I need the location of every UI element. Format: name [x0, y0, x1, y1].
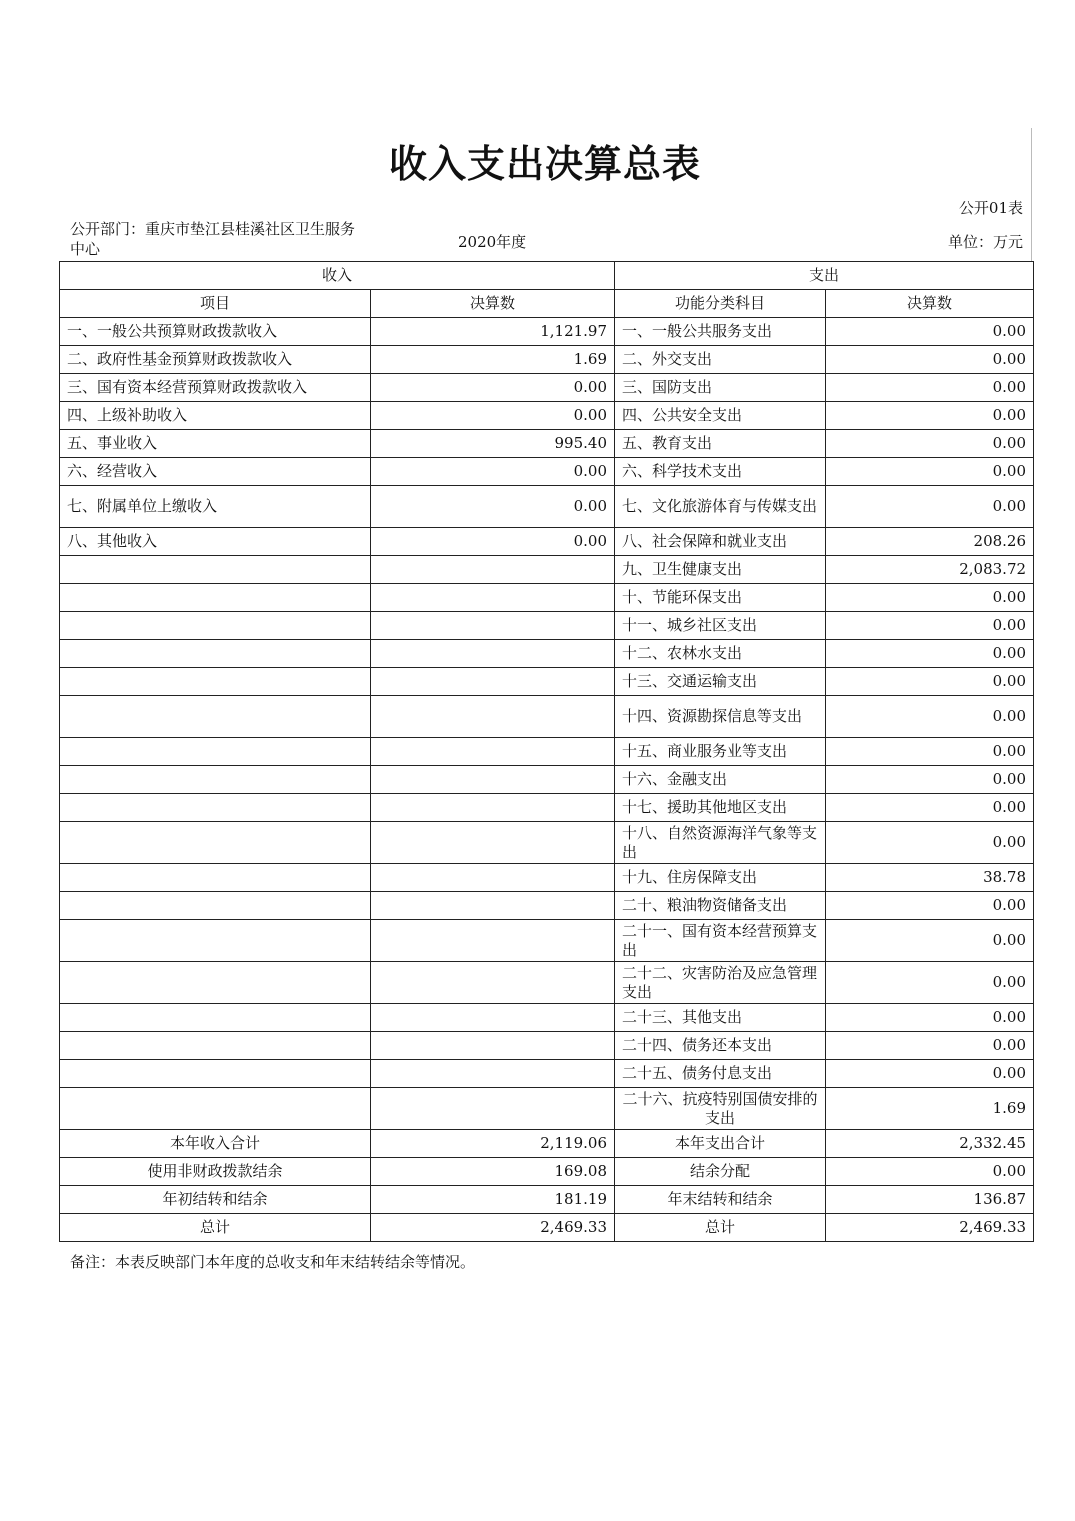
income-item-cell: 三、国有资本经营预算财政拨款收入 — [60, 374, 371, 402]
expense-amount-cell: 0.00 — [826, 794, 1034, 822]
table-row — [60, 822, 1034, 864]
section-header-row — [60, 262, 1034, 290]
expense-amount-cell: 0.00 — [826, 318, 1034, 346]
item-column-header: 项目 — [60, 290, 371, 318]
income-expense-table — [59, 261, 1034, 1242]
income-amount-cell — [371, 1004, 615, 1032]
income-amount-cell: 0.00 — [371, 402, 615, 430]
expense-item-cell: 十八、自然资源海洋气象等支出 — [615, 822, 826, 864]
expense-item-cell: 四、公共安全支出 — [615, 402, 826, 430]
income-amount-cell: 995.40 — [371, 430, 615, 458]
table-row — [60, 794, 1034, 822]
summary-expense-amount: 136.87 — [826, 1186, 1034, 1214]
income-item-cell — [60, 584, 371, 612]
expense-amount-column-header: 决算数 — [826, 290, 1034, 318]
expense-item-cell: 二十四、债务还本支出 — [615, 1032, 826, 1060]
expense-item-cell: 七、文化旅游体育与传媒支出 — [615, 486, 826, 528]
expense-amount-cell: 0.00 — [826, 892, 1034, 920]
income-amount-cell — [371, 1088, 615, 1130]
income-amount-cell — [371, 584, 615, 612]
income-item-cell — [60, 696, 371, 738]
expense-amount-cell: 0.00 — [826, 486, 1034, 528]
income-item-cell — [60, 962, 371, 1004]
expense-amount-cell: 0.00 — [826, 640, 1034, 668]
expense-amount-cell: 0.00 — [826, 962, 1034, 1004]
table-row — [60, 962, 1034, 1004]
income-item-cell: 二、政府性基金预算财政拨款收入 — [60, 346, 371, 374]
column-header-row — [60, 290, 1034, 318]
expense-item-cell: 十一、城乡社区支出 — [615, 612, 826, 640]
income-item-cell — [60, 864, 371, 892]
summary-expense-label: 总计 — [615, 1214, 826, 1242]
summary-income-amount: 2,469.33 — [371, 1214, 615, 1242]
table-row — [60, 556, 1034, 584]
table-row — [60, 1060, 1034, 1088]
expense-item-cell: 五、教育支出 — [615, 430, 826, 458]
table-row — [60, 318, 1034, 346]
expense-item-cell: 六、科学技术支出 — [615, 458, 826, 486]
income-amount-cell — [371, 962, 615, 1004]
income-amount-cell — [371, 640, 615, 668]
table-row — [60, 864, 1034, 892]
summary-expense-label: 本年支出合计 — [615, 1130, 826, 1158]
table-row — [60, 696, 1034, 738]
income-amount-cell — [371, 1032, 615, 1060]
table-row — [60, 1032, 1034, 1060]
table-row — [60, 402, 1034, 430]
income-amount-cell — [371, 696, 615, 738]
table-row — [60, 738, 1034, 766]
income-amount-cell — [371, 612, 615, 640]
expense-item-cell: 二十三、其他支出 — [615, 1004, 826, 1032]
expense-amount-cell: 0.00 — [826, 584, 1034, 612]
expense-item-cell: 十九、住房保障支出 — [615, 864, 826, 892]
income-item-cell — [60, 822, 371, 864]
income-item-cell — [60, 1004, 371, 1032]
expense-amount-cell: 0.00 — [826, 430, 1034, 458]
summary-expense-amount: 2,469.33 — [826, 1214, 1034, 1242]
summary-income-label: 年初结转和结余 — [60, 1186, 371, 1214]
expense-amount-cell: 0.00 — [826, 374, 1034, 402]
expense-item-cell: 二、外交支出 — [615, 346, 826, 374]
income-section-header: 收入 — [60, 262, 615, 290]
expense-item-cell: 十二、农林水支出 — [615, 640, 826, 668]
summary-income-label: 本年收入合计 — [60, 1130, 371, 1158]
summary-expense-label: 年末结转和结余 — [615, 1186, 826, 1214]
expense-item-cell: 二十五、债务付息支出 — [615, 1060, 826, 1088]
expense-amount-cell: 0.00 — [826, 668, 1034, 696]
table-row — [60, 458, 1034, 486]
summary-row — [60, 1158, 1034, 1186]
income-amount-cell: 1.69 — [371, 346, 615, 374]
table-row — [60, 668, 1034, 696]
expense-item-cell: 二十六、抗疫特别国债安排的支出 — [615, 1088, 826, 1130]
expense-item-cell: 十、节能环保支出 — [615, 584, 826, 612]
expense-amount-cell: 0.00 — [826, 766, 1034, 794]
income-amount-cell — [371, 892, 615, 920]
summary-income-amount: 169.08 — [371, 1158, 615, 1186]
table-row — [60, 766, 1034, 794]
income-amount-cell — [371, 766, 615, 794]
income-amount-cell — [371, 822, 615, 864]
income-item-cell — [60, 892, 371, 920]
function-column-header: 功能分类科目 — [615, 290, 826, 318]
expense-item-cell: 二十、粮油物资储备支出 — [615, 892, 826, 920]
table-row — [60, 892, 1034, 920]
expense-amount-cell: 0.00 — [826, 696, 1034, 738]
income-item-cell — [60, 766, 371, 794]
income-item-cell: 一、一般公共预算财政拨款收入 — [60, 318, 371, 346]
summary-income-amount: 181.19 — [371, 1186, 615, 1214]
income-amount-cell: 0.00 — [371, 486, 615, 528]
income-amount-cell — [371, 864, 615, 892]
expense-amount-cell: 0.00 — [826, 402, 1034, 430]
summary-row — [60, 1130, 1034, 1158]
expense-amount-cell: 0.00 — [826, 920, 1034, 962]
expense-item-cell: 八、社会保障和就业支出 — [615, 528, 826, 556]
income-item-cell — [60, 640, 371, 668]
expense-amount-cell: 0.00 — [826, 1004, 1034, 1032]
income-item-cell — [60, 668, 371, 696]
expense-amount-cell: 0.00 — [826, 1032, 1034, 1060]
table-row — [60, 374, 1034, 402]
income-amount-cell — [371, 668, 615, 696]
fiscal-year: 2020年度 — [458, 233, 527, 251]
expense-item-cell: 十三、交通运输支出 — [615, 668, 826, 696]
expense-amount-cell: 0.00 — [826, 1060, 1034, 1088]
summary-income-amount: 2,119.06 — [371, 1130, 615, 1158]
expense-amount-cell: 1.69 — [826, 1088, 1034, 1130]
income-item-cell: 七、附属单位上缴收入 — [60, 486, 371, 528]
expense-amount-cell: 0.00 — [826, 346, 1034, 374]
table-row — [60, 1088, 1034, 1130]
expense-item-cell: 九、卫生健康支出 — [615, 556, 826, 584]
income-item-cell — [60, 920, 371, 962]
expense-item-cell: 十七、援助其他地区支出 — [615, 794, 826, 822]
expense-item-cell: 十六、金融支出 — [615, 766, 826, 794]
summary-income-label: 使用非财政拨款结余 — [60, 1158, 371, 1186]
expense-amount-cell: 2,083.72 — [826, 556, 1034, 584]
summary-expense-amount: 0.00 — [826, 1158, 1034, 1186]
table-row — [60, 528, 1034, 556]
table-row — [60, 920, 1034, 962]
income-item-cell: 四、上级补助收入 — [60, 402, 371, 430]
income-item-cell: 八、其他收入 — [60, 528, 371, 556]
income-amount-cell: 0.00 — [371, 528, 615, 556]
unit-label: 单位：万元 — [947, 233, 1023, 251]
summary-expense-label: 结余分配 — [615, 1158, 826, 1186]
expense-amount-cell: 208.26 — [826, 528, 1034, 556]
table-row — [60, 1004, 1034, 1032]
expense-amount-cell: 0.00 — [826, 612, 1034, 640]
income-amount-cell — [371, 1060, 615, 1088]
expense-item-cell: 十五、商业服务业等支出 — [615, 738, 826, 766]
table-row — [60, 584, 1034, 612]
expense-item-cell: 十四、资源勘探信息等支出 — [615, 696, 826, 738]
income-amount-cell — [371, 556, 615, 584]
expense-amount-cell: 0.00 — [826, 738, 1034, 766]
expense-section-header: 支出 — [615, 262, 1034, 290]
expense-amount-cell: 0.00 — [826, 822, 1034, 864]
form-number: 公开01表 — [958, 199, 1023, 217]
department-label: 公开部门：重庆市垫江县桂溪社区卫生服务中心 — [70, 220, 356, 258]
income-item-cell — [60, 1088, 371, 1130]
table-row — [60, 640, 1034, 668]
income-item-cell: 六、经营收入 — [60, 458, 371, 486]
expense-item-cell: 二十二、灾害防治及应急管理支出 — [615, 962, 826, 1004]
footnote: 备注：本表反映部门本年度的总收支和年末结转结余等情况。 — [70, 1253, 476, 1271]
income-item-cell — [60, 738, 371, 766]
table-row — [60, 486, 1034, 528]
income-amount-cell — [371, 920, 615, 962]
income-item-cell: 五、事业收入 — [60, 430, 371, 458]
income-item-cell — [60, 1060, 371, 1088]
table-row — [60, 346, 1034, 374]
income-item-cell — [60, 1032, 371, 1060]
income-item-cell — [60, 556, 371, 584]
summary-row — [60, 1186, 1034, 1214]
income-item-cell — [60, 794, 371, 822]
expense-item-cell: 二十一、国有资本经营预算支出 — [615, 920, 826, 962]
summary-row — [60, 1214, 1034, 1242]
expense-item-cell: 三、国防支出 — [615, 374, 826, 402]
income-item-cell — [60, 612, 371, 640]
table-row — [60, 612, 1034, 640]
expense-amount-cell: 0.00 — [826, 458, 1034, 486]
income-amount-cell — [371, 794, 615, 822]
table-row — [60, 430, 1034, 458]
summary-expense-amount: 2,332.45 — [826, 1130, 1034, 1158]
income-amount-cell — [371, 738, 615, 766]
income-amount-cell: 1,121.97 — [371, 318, 615, 346]
summary-income-label: 总计 — [60, 1214, 371, 1242]
page-title: 收入支出决算总表 — [388, 141, 701, 186]
income-amount-cell: 0.00 — [371, 374, 615, 402]
expense-item-cell: 一、一般公共服务支出 — [615, 318, 826, 346]
expense-amount-cell: 38.78 — [826, 864, 1034, 892]
income-amount-cell: 0.00 — [371, 458, 615, 486]
income-amount-column-header: 决算数 — [371, 290, 615, 318]
